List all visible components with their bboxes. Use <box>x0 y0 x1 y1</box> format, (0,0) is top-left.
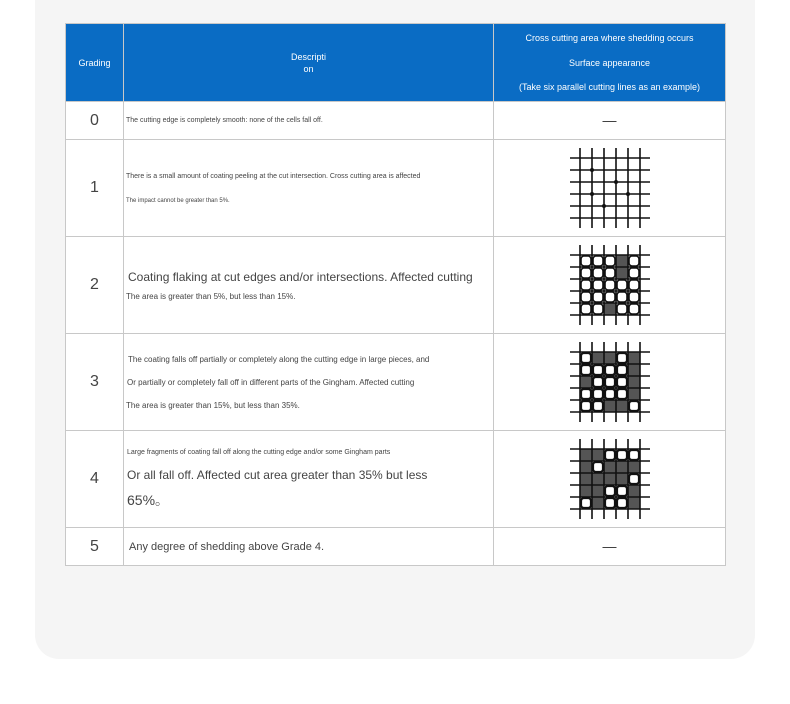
description-line: Any degree of shedding above Grade 4. <box>129 540 325 553</box>
appearance-cell <box>494 140 726 237</box>
appearance-cell <box>494 334 726 431</box>
header-grading: Grading <box>66 24 124 102</box>
description-cell <box>124 431 494 528</box>
description-cell <box>124 528 494 566</box>
description-line: The area is greater than 15%, but less than 35%. <box>126 400 300 410</box>
appearance-cell <box>494 102 726 140</box>
appearance-cell <box>494 237 726 334</box>
description-line: The cutting edge is completely smooth: none of the cells fall off. <box>126 117 323 124</box>
description-line: The impact cannot be greater than 5%. <box>126 197 230 204</box>
description-line: 65%。 <box>127 491 170 508</box>
grid-grade-1-icon <box>568 146 652 230</box>
description-line: The coating falls off partially or completely along the cutting edge in large pieces, and <box>128 354 430 364</box>
grade-cell: 5 <box>66 528 124 566</box>
description-line: Large fragments of coating fall off along the cutting edge and/or some Gingham parts <box>127 448 391 456</box>
appearance-cell <box>494 431 726 528</box>
grade-cell: 4 <box>66 431 124 528</box>
table-row <box>66 237 726 334</box>
grade-cell: 2 <box>66 237 124 334</box>
table-row <box>66 431 726 528</box>
grade-cell: 3 <box>66 334 124 431</box>
description-cell <box>124 140 494 237</box>
header-area-line1: Cross cutting area where shedding occurs <box>525 33 694 43</box>
header-area-line2: Surface appearance <box>568 58 651 68</box>
grid-grade-2-icon <box>568 243 652 327</box>
header-appearance <box>494 24 726 102</box>
description-line: Or partially or completely fall off in different parts of the Gingham. Affected cutting <box>127 377 415 387</box>
table-row <box>66 102 726 140</box>
description-line: Coating flaking at cut edges and/or intersections. Affected cutting <box>128 269 473 284</box>
grade-cell: 0 <box>66 102 124 140</box>
description-cell <box>124 237 494 334</box>
table-row <box>66 334 726 431</box>
description-line: Or all fall off. Affected cut area greater than 35% but less <box>127 467 428 482</box>
appearance-cell <box>494 528 726 566</box>
dash-mark: — <box>602 537 617 554</box>
cross-cut-grading-table <box>65 23 726 566</box>
grid-grade-3-icon <box>568 340 652 424</box>
dash-mark: — <box>602 111 617 128</box>
header-description-line2: on <box>303 63 314 74</box>
header-description <box>124 24 494 102</box>
grid-grade-4-icon <box>568 437 652 521</box>
header-area-line3: (Take six parallel cutting lines as an example) <box>518 82 701 92</box>
grade-cell: 1 <box>66 140 124 237</box>
table-row <box>66 140 726 237</box>
description-cell <box>124 334 494 431</box>
header-description-line1: Descripti <box>290 51 326 62</box>
description-line: There is a small amount of coating peeling at the cut intersection. Cross cutting area is affected <box>126 172 421 180</box>
description-line: The area is greater than 5%, but less than 15%. <box>126 291 296 301</box>
description-cell <box>124 102 494 140</box>
table-header-row <box>66 24 726 102</box>
table-row <box>66 528 726 566</box>
